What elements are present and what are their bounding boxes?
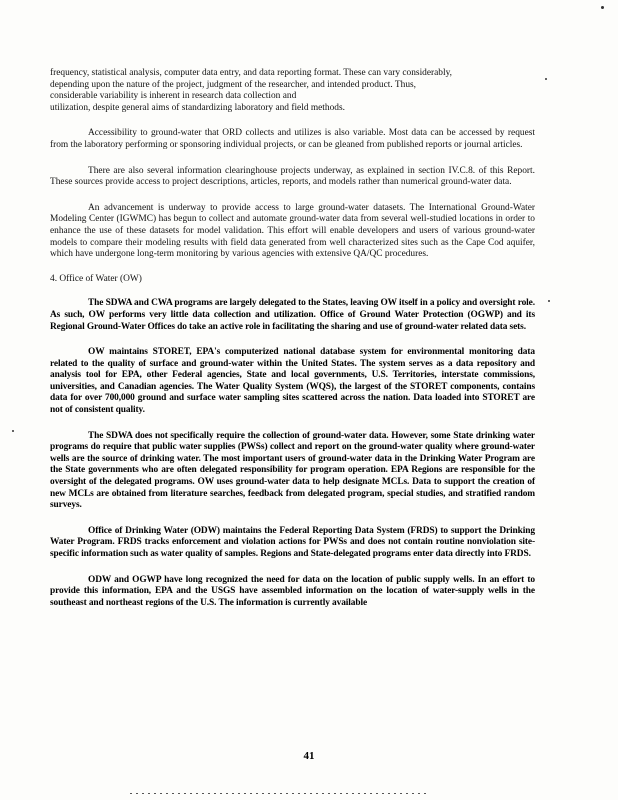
paragraph-storet: OW maintains STORET, EPA's computerized national database system for environmental monitoring data related to the quality of surface and ground-water within the United States. The system serves as a data repository and analysis tool for EPA, other Federal agencies, State and local governments, U.S. Territories, interstate commissions, universities, and Canadian agencies. The Water Quality System (WQS), the largest of the STORET components, contains data for over 700,000 ground and surface water sampling sites scattered across the nation. Data loaded into STORET are not of consistent quality. [50, 347, 535, 416]
page-number: 41 [303, 750, 315, 762]
text-line: utilization, despite general aims of standardizing laboratory and field methods. [50, 102, 345, 113]
paragraph-supply-wells: ODW and OGWP have long recognized the need for data on the location of public supply wells. In an effort to provide this information, EPA and the USGS have assembled information on the location of water-supply wells in the southeast and northeast regions of the U.S. The information is currently available [50, 574, 535, 608]
paragraph-frds: Office of Drinking Water (ODW) maintains the Federal Reporting Data System (FRDS) to support the Drinking Water Program. FRDS tracks enforcement and violation actions for PWSs and does not contain routine nonviolation site-specific information such as water quality of samples. Regions and State-delegated programs enter data directly into FRDS. [50, 525, 535, 559]
paragraph-sdwa-cwa: The SDWA and CWA programs are largely delegated to the States, leaving OW itself in a policy and oversight role. As such, OW performs very little data collection and utilization. Office of Ground Water Protection (OGWP) and its Regional Ground-Water Offices do take an active role in facilitating the sharing and use of ground-water related data sets. [50, 298, 535, 332]
scan-speck [548, 300, 550, 302]
paragraph-sdwa-data: The SDWA does not specifically require the collection of ground-water data. However, some State drinking water programs do require that public water supplies (PWSs) collect and report on the ground-water quality where ground-water wells are the source of drinking water. The most important users of ground-water data in the Drinking Water Program are the State governments who are often delegated responsibility for program operation. EPA Regions are responsible for the oversight of the delegated programs. OW uses ground-water data to help designate MCLs. Data to support the creation of new MCLs are obtained from literature searches, feedback from delegated program, special studies, and stratified random surveys. [50, 430, 535, 511]
paragraph-igwmc: An advancement is underway to provide access to large ground-water datasets. The International Ground-Water Modeling Center (IGWMC) has begun to collect and automate ground-water data from several well-studied locations in order to enhance the use of these datasets for model validation. This effort will enable developers and users of various ground-water models to compare their modeling results with field data generated from well characterized sites such as the Cape Cod aquifer, which have undergone long-term monitoring by various agencies with extensive QA/QC procedures. [50, 202, 535, 260]
scan-speck [545, 78, 547, 80]
section-body [50, 298, 535, 609]
scan-speck [601, 6, 604, 9]
paragraph-continued [50, 68, 535, 114]
text-line: considerable variability is inherent in research data collection and [50, 91, 297, 102]
text-line: frequency, statistical analysis, computer data entry, and data reporting format. These can vary considerably, [50, 68, 453, 78]
page-body [50, 68, 535, 609]
scan-speck [12, 430, 14, 432]
section-heading: 4. Office of Water (OW) [50, 273, 142, 284]
paragraph-clearinghouse: There are also several information clearinghouse projects underway, as explained in section IV.C.8. of this Report. These sources provide access to project descriptions, articles, reports, and models rather than numerical ground-water data. [50, 165, 535, 188]
scan-edge-noise [130, 793, 430, 794]
paragraph-accessibility: Accessibility to ground-water that ORD collects and utilizes is also variable. Most data can be accessed by request from the laboratory performing or sponsoring individual projects, or can be gleaned from published reports or journal articles. [50, 128, 535, 150]
text-line: depending upon the nature of the project, judgment of the researcher, and intended product. Thus, [50, 79, 416, 90]
